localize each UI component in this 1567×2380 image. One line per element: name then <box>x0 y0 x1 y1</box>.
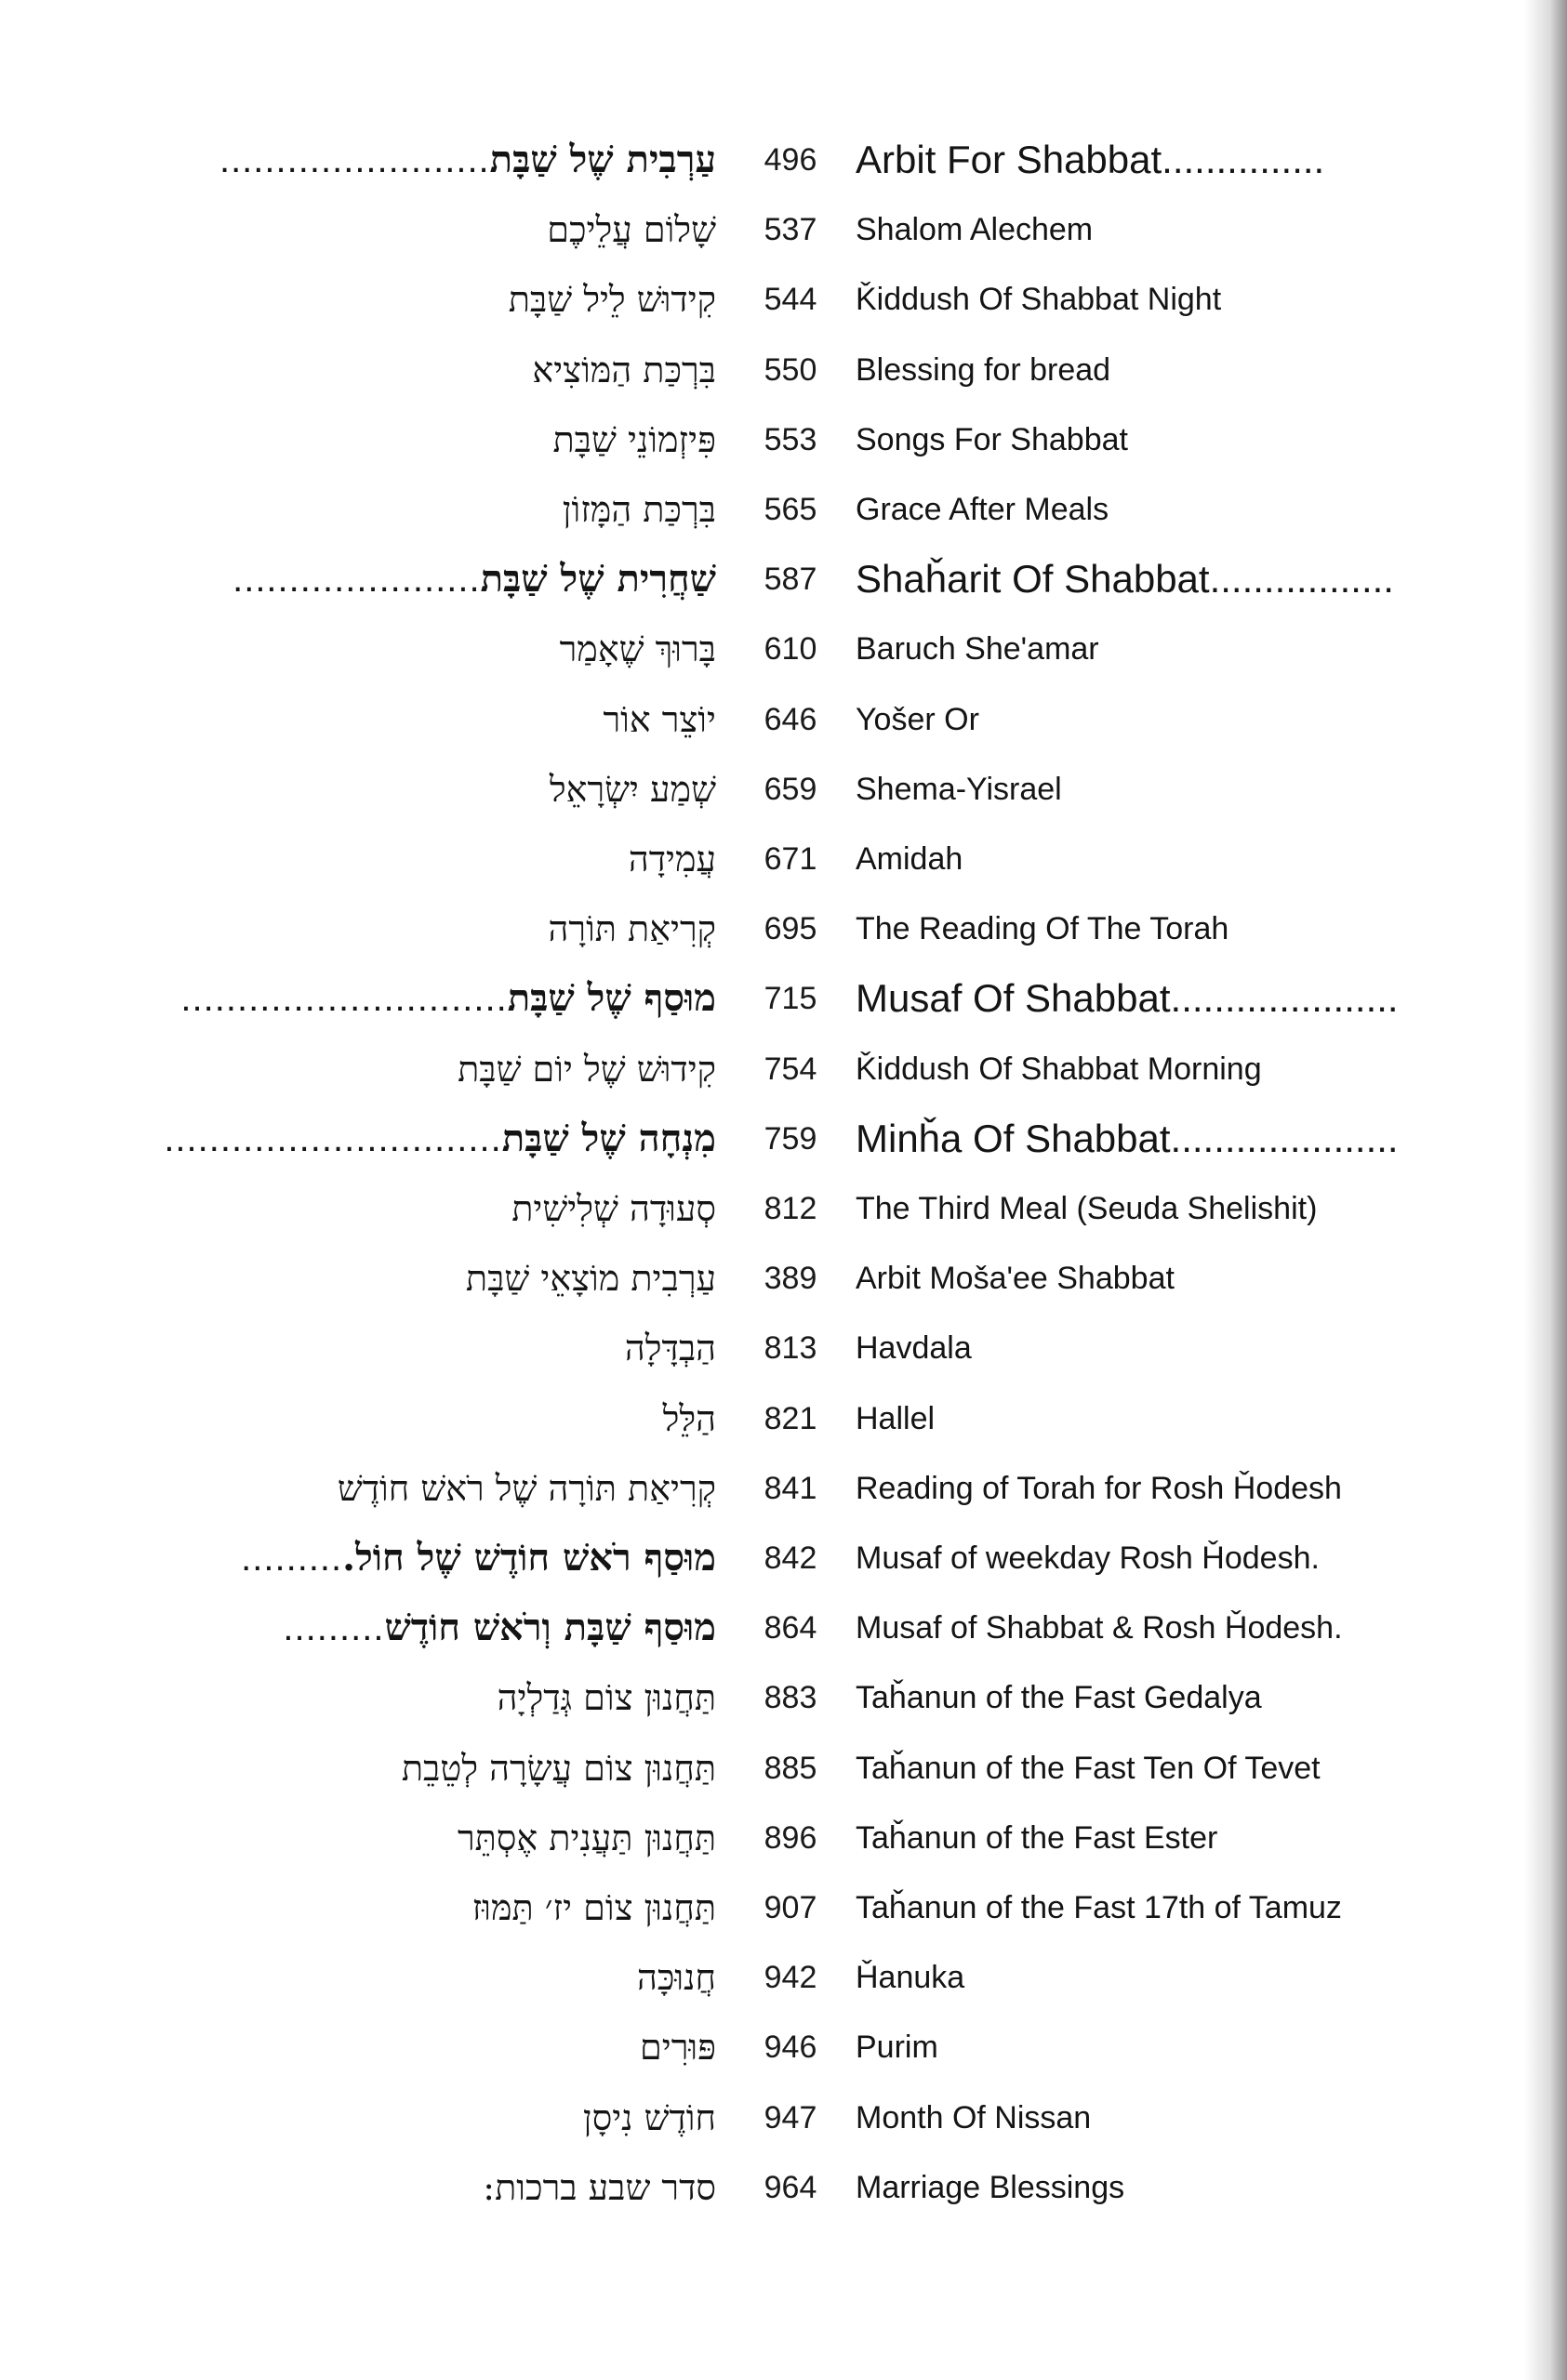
toc-hebrew-text: תַּחֲנוּן תַּעֲנִית אֶסְתֵּר <box>457 1818 716 1858</box>
toc-page-number: 550 <box>764 352 817 388</box>
toc-row <box>0 835 1567 904</box>
toc-row <box>0 625 1567 694</box>
toc-page-number: 646 <box>764 702 817 737</box>
toc-hebrew-text: שְׁמַע יִשְׂרָאֵל <box>549 769 716 810</box>
toc-page-number: 947 <box>764 2100 817 2135</box>
toc-hebrew-leader-dots: ...................... <box>232 559 481 600</box>
toc-row <box>0 205 1567 274</box>
toc-hebrew-text: מִנְחָה שֶׁל שַׁבָּת <box>501 1117 716 1160</box>
toc-row <box>0 905 1567 973</box>
toc-hebrew-text: פּוּרִים <box>640 2027 716 2068</box>
toc-page-number: 885 <box>764 1751 817 1786</box>
toc-page-number: 864 <box>764 1610 817 1646</box>
toc-hebrew-title <box>65 1534 716 1582</box>
toc-hebrew-text: עַרְבִית מוֹצָאֵי שַׁבָּת <box>465 1258 716 1299</box>
toc-hebrew-title <box>65 2163 716 2212</box>
toc-hebrew-text: הַבְדָּלָה <box>624 1328 716 1368</box>
toc-row <box>0 416 1567 484</box>
toc-hebrew-title <box>65 205 716 254</box>
toc-english-title: Amidah <box>856 841 963 877</box>
toc-hebrew-text: עַרְבִית שֶׁל שַׁבָּת <box>489 138 716 181</box>
toc-english-title: The Reading Of The Torah <box>856 911 1229 946</box>
toc-hebrew-text: בִּרְכַּת הַמָּזוֹן <box>562 489 716 530</box>
toc-hebrew-title <box>65 1464 716 1513</box>
toc-english-title: Havdala <box>856 1330 972 1366</box>
toc-hebrew-title <box>65 905 716 953</box>
toc-page-number: 842 <box>764 1540 817 1576</box>
toc-hebrew-title <box>65 695 716 744</box>
toc-page-number: 610 <box>764 631 817 667</box>
toc-hebrew-title <box>65 1953 716 2002</box>
toc-page-number: 896 <box>764 1820 817 1856</box>
toc-hebrew-title <box>65 765 716 813</box>
toc-hebrew-text: מוּסַף שֶׁל שַׁבָּת <box>507 976 716 1020</box>
toc-hebrew-text: בִּרְכַּת הַמּוֹצִיא <box>532 350 716 390</box>
toc-hebrew-title <box>65 1254 716 1302</box>
toc-english-title: The Third Meal (Seuda Shelishit) <box>856 1191 1318 1226</box>
toc-hebrew-text: שָׁלוֹם עֲלֵיכֶם <box>547 209 716 250</box>
toc-english-title: Ǩiddush Of Shabbat Morning <box>856 1051 1262 1087</box>
toc-english-title: Shema-Yisrael <box>856 772 1062 807</box>
toc-hebrew-title <box>65 1045 716 1093</box>
toc-hebrew-leader-dots: ......... <box>241 1538 343 1579</box>
toc-english-title: Shaȟarit Of Shabbat................. <box>856 557 1394 601</box>
toc-english-title: Ȟanuka <box>856 1960 965 1995</box>
toc-page-number: 813 <box>764 1330 817 1366</box>
toc-english-title: Musaf of Shabbat & Rosh Ȟodesh. <box>856 1610 1343 1646</box>
toc-hebrew-text: תַּחֲנוּן צוֹם גְּדַלְיָה <box>497 1677 716 1718</box>
toc-english-title: Songs For Shabbat <box>856 422 1128 457</box>
toc-hebrew-title <box>65 1324 716 1372</box>
toc-hebrew-title <box>65 485 716 534</box>
toc-hebrew-text: עֲמִידָה <box>628 839 716 879</box>
toc-page-number: 695 <box>764 911 817 946</box>
toc-page-number: 964 <box>764 2170 817 2205</box>
toc-page-number: 587 <box>764 562 817 597</box>
toc-page-number: 812 <box>764 1191 817 1226</box>
toc-hebrew-text: קִידוּשׁ שֶׁל יוֹם שַׁבָּת <box>458 1049 716 1090</box>
toc-hebrew-text: חֲנוּכָּה <box>637 1957 716 1998</box>
toc-english-title: Month Of Nissan <box>856 2100 1092 2135</box>
toc-row <box>0 974 1567 1043</box>
toc-hebrew-title <box>65 835 716 883</box>
toc-english-title: Musaf Of Shabbat..................... <box>856 976 1399 1020</box>
toc-hebrew-text: יוֹצֵר אוֹר <box>603 699 716 740</box>
toc-page-number: 821 <box>764 1401 817 1436</box>
toc-hebrew-text: סדר שבע ברכות: <box>483 2167 716 2208</box>
toc-hebrew-text: מוּסַף שַׁבָּת וְרֹאשׁ חוֹדֶשׁ <box>384 1606 716 1649</box>
toc-page-number: 544 <box>764 282 817 317</box>
toc-hebrew-text: קִידוּשׁ לֵיל שַׁבָּת <box>508 279 716 320</box>
toc-hebrew-leader-dots: ............................. <box>180 978 508 1019</box>
toc-row <box>0 555 1567 624</box>
toc-english-title: Taȟanun of the Fast Ten Of Tevet <box>856 1751 1321 1786</box>
toc-row <box>0 2094 1567 2162</box>
toc-hebrew-text: קְרִיאַת תּוֹרָה <box>548 908 716 949</box>
toc-english-title: Blessing for bread <box>856 352 1111 388</box>
toc-row <box>0 765 1567 834</box>
toc-hebrew-text: סְעוּדָה שְׁלִישִׁית <box>511 1188 716 1229</box>
toc-hebrew-title <box>65 1673 716 1722</box>
toc-hebrew-title <box>65 1604 716 1652</box>
toc-english-title: Reading of Torah for Rosh Ȟodesh <box>856 1471 1342 1506</box>
toc-hebrew-text: תַּחֲנוּן צוֹם עֲשָׂרָה לְטֵבֵת <box>401 1748 716 1789</box>
toc-english-title: Purim <box>856 2030 938 2065</box>
toc-page-number: 754 <box>764 1051 817 1087</box>
toc-hebrew-title <box>65 2023 716 2071</box>
toc-page-number: 841 <box>764 1471 817 1506</box>
toc-english-title: Minȟa Of Shabbat..................... <box>856 1117 1399 1160</box>
toc-hebrew-title <box>65 1115 716 1163</box>
toc-row <box>0 695 1567 764</box>
toc-page-number: 671 <box>764 841 817 877</box>
toc-hebrew-title <box>65 555 716 603</box>
toc-english-title: Hallel <box>856 1401 936 1436</box>
toc-row <box>0 1045 1567 1114</box>
toc-hebrew-text: מוּסַף רֹאשׁ חוֹדֶשׁ שֶׁל חוֹל. <box>342 1536 716 1580</box>
toc-hebrew-text: הַלֵּל <box>662 1398 716 1439</box>
toc-page-number: 942 <box>764 1960 817 1995</box>
toc-english-title: Grace After Meals <box>856 492 1109 527</box>
toc-page-number: 759 <box>764 1121 817 1157</box>
toc-hebrew-text: תַּחֲנוּן צוֹם יז׳ תַּמּוּז <box>471 1887 716 1928</box>
toc-page-number: 659 <box>764 772 817 807</box>
toc-page-number: 715 <box>764 981 817 1016</box>
toc-hebrew-title <box>65 1184 716 1233</box>
toc-row <box>0 1254 1567 1323</box>
toc-hebrew-title <box>65 1744 716 1792</box>
toc-english-title: Arbit Moša'ee Shabbat <box>856 1261 1175 1296</box>
toc-hebrew-leader-dots: ........................ <box>219 139 490 180</box>
toc-row <box>0 136 1567 205</box>
toc-row <box>0 2163 1567 2232</box>
toc-hebrew-title <box>65 974 716 1023</box>
toc-hebrew-title <box>65 416 716 464</box>
toc-hebrew-text: חוֹדֶשׁ נִיסָן <box>582 2097 716 2138</box>
toc-hebrew-title <box>65 2094 716 2142</box>
toc-page-number: 946 <box>764 2030 817 2065</box>
toc-english-title: Musaf of weekday Rosh Ȟodesh. <box>856 1540 1320 1576</box>
toc-english-title: Marriage Blessings <box>856 2170 1125 2205</box>
toc-row <box>0 346 1567 415</box>
toc-hebrew-text: שַׁחֲרִית שֶׁל שַׁבָּת <box>480 557 716 601</box>
toc-english-title: Shalom Alechem <box>856 212 1094 247</box>
toc-row <box>0 1744 1567 1813</box>
toc-row <box>0 1673 1567 1742</box>
toc-english-title: Arbit For Shabbat............... <box>856 138 1325 181</box>
toc-row <box>0 1884 1567 1952</box>
toc-hebrew-text: בָּרוּךְ שֶׁאָמַר <box>559 628 716 669</box>
toc-page-number: 553 <box>764 422 817 457</box>
toc-hebrew-leader-dots: ......... <box>283 1607 385 1648</box>
toc-hebrew-title <box>65 1884 716 1932</box>
toc-page-number: 389 <box>764 1261 817 1296</box>
toc-english-title: Baruch She'amar <box>856 631 1099 667</box>
toc-row <box>0 1115 1567 1183</box>
toc-page-number: 907 <box>764 1890 817 1925</box>
toc-hebrew-text: קְרִיאַת תּוֹרָה שֶׁל רֹאשׁ חוֹדֶשׁ <box>337 1468 716 1509</box>
toc-english-title: Taȟanun of the Fast Ester <box>856 1820 1218 1856</box>
toc-english-title: Ǩiddush Of Shabbat Night <box>856 282 1222 317</box>
toc-hebrew-text: פִּיזְמוֹנֵי שַׁבָּת <box>552 419 716 460</box>
toc-row <box>0 1814 1567 1883</box>
toc-hebrew-title <box>65 625 716 673</box>
toc-hebrew-title <box>65 1814 716 1862</box>
toc-row <box>0 275 1567 344</box>
toc-page-number: 883 <box>764 1680 817 1715</box>
toc-hebrew-title <box>65 1395 716 1443</box>
toc-row <box>0 2023 1567 2092</box>
toc-hebrew-title <box>65 275 716 324</box>
toc-row <box>0 1534 1567 1603</box>
toc-page-number: 496 <box>764 142 817 178</box>
toc-row <box>0 1395 1567 1463</box>
toc-row <box>0 1184 1567 1253</box>
toc-page-number: 565 <box>764 492 817 527</box>
toc-hebrew-title <box>65 136 716 184</box>
toc-row <box>0 1953 1567 2022</box>
toc-hebrew-leader-dots: .............................. <box>164 1118 502 1159</box>
toc-english-title: Taȟanun of the Fast 17th of Tamuz <box>856 1890 1342 1925</box>
toc-row <box>0 1464 1567 1533</box>
toc-hebrew-title <box>65 346 716 394</box>
toc-row <box>0 1604 1567 1673</box>
toc-row <box>0 1324 1567 1393</box>
toc-english-title: Taȟanun of the Fast Gedalya <box>856 1680 1262 1715</box>
toc-english-title: Yošer Or <box>856 702 979 737</box>
toc-page-number: 537 <box>764 212 817 247</box>
toc-row <box>0 485 1567 554</box>
